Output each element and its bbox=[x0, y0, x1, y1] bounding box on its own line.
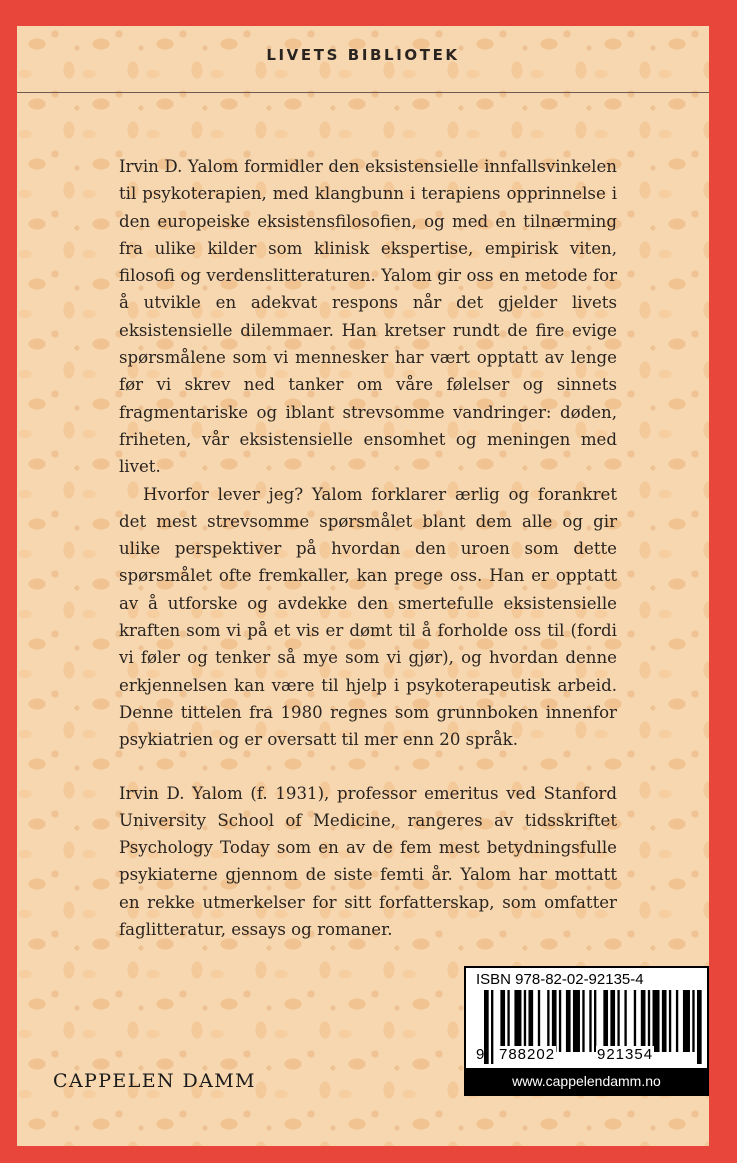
blurb-paragraph: Irvin D. Yalom formidler den eksistensielle innfallsvinkelen til psykoterapien, med klangbunn i terapiens opprinnelse i den europeiske eksistensfilosofien, og med en tilnærming fra ulike kilder som klinisk ekspertise, empirisk viten, filosofi og verdenslitteraturen. Yalom gir oss en metode for å utvikle en adekvat respons når det gjelder livets eksistensielle dilemmaer. Han kretser rundt de fire evige spørsmålene som vi mennesker har vært opptatt av lenge før vi skrev ned tanker om våre følelser og sinnets fragmentariske og iblant strevsomme vandringer: døden, friheten, vår eksistensielle ensomhet og meningen med livet. bbox=[119, 157, 617, 477]
publisher-logo: CAPPELEN DAMM bbox=[53, 1070, 256, 1092]
isbn-label: ISBN 978-82-02-92135-4 bbox=[476, 971, 644, 988]
barcode-digit-group: 788202 bbox=[499, 1046, 556, 1063]
barcode-digit-group: 921354 bbox=[597, 1046, 654, 1063]
barcode-lead-digit: 9 bbox=[476, 1046, 485, 1063]
blurb-paragraph: Hvorfor lever jeg? Yalom forklarer ærlig og forankret det mest strevsomme spørsmålet blant dem alle og gir ulike perspektiver på hvordan den uroen som dette spørsmålet ofte fremkaller, kan prege oss. Han er opptatt av å utforske og avdekke den smertefulle eksistensielle kraften som vi på et vis er dømt til å forholde oss til (fordi vi føler og tenker så mye som vi gjør), og hvordan denne erkjennelsen kan være til hjelp i psykoterapeutisk arbeid. Denne tittelen fra 1980 regnes som grunnboken innenfor psykiatrien og er oversatt til mer enn 20 språk. bbox=[119, 484, 617, 750]
publisher-url: www.cappelendamm.no bbox=[466, 1068, 707, 1094]
author-bio: Irvin D. Yalom (f. 1931), professor emeritus ved Stanford University School of Medicine, rangeres av tidsskriftet Psychology Today som en av de fem mest betydningsfulle psykiaterne gjennom de siste femti år. Yalom har mottatt en rekke utmerkelser for sitt forfatterskap, som omfatter faglitteratur, essays og romaner. bbox=[119, 783, 617, 940]
blurb bbox=[119, 153, 617, 943]
barcode-box bbox=[464, 966, 709, 1096]
cover-panel bbox=[17, 26, 709, 1146]
header-divider bbox=[17, 92, 709, 93]
series-title: LIVETS BIBLIOTEK bbox=[266, 46, 460, 64]
